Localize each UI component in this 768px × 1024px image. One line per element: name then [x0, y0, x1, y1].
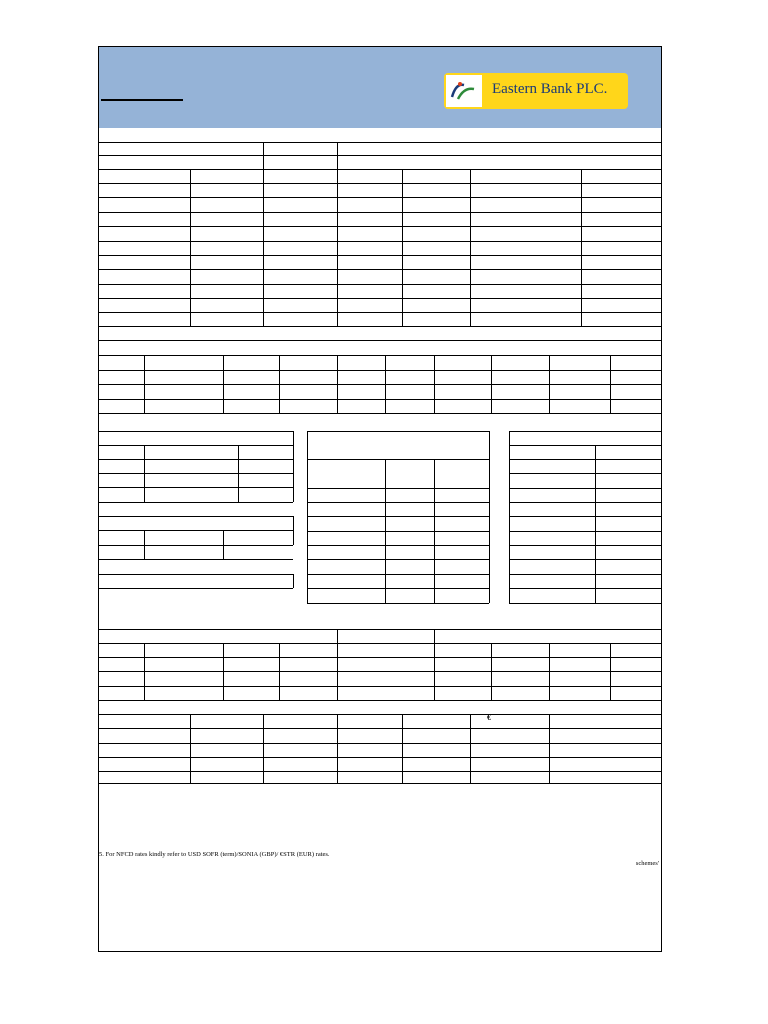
- grid-line: [307, 559, 489, 560]
- grid-line: [99, 399, 661, 400]
- grid-line: [549, 643, 550, 700]
- grid-line: [307, 431, 489, 432]
- grid-line: [99, 355, 661, 356]
- bank-name: Eastern Bank PLC.: [492, 81, 608, 97]
- grid-line: [337, 714, 338, 783]
- grid-line: [307, 603, 489, 604]
- grid-line: [307, 531, 489, 532]
- grid-line: [337, 355, 338, 413]
- grid-line: [337, 629, 338, 700]
- grid-line: [99, 783, 661, 784]
- grid-line: [144, 530, 145, 559]
- grid-line: [99, 574, 293, 575]
- grid-line: [509, 431, 661, 432]
- grid-line: [279, 643, 280, 700]
- grid-line: [99, 312, 661, 313]
- grid-line: [491, 355, 492, 413]
- grid-line: [509, 473, 661, 474]
- grid-line: [99, 269, 661, 270]
- grid-line: [99, 728, 661, 729]
- grid-line: [99, 487, 293, 488]
- grid-line: [263, 169, 264, 326]
- grid-line: [99, 255, 661, 256]
- grid-line: [144, 355, 145, 413]
- grid-line: [99, 743, 661, 744]
- grid-line: [99, 142, 661, 143]
- rate-sheet: [98, 46, 662, 952]
- grid-line: [99, 155, 661, 156]
- grid-line: [99, 686, 661, 687]
- grid-line: [99, 700, 661, 701]
- nfcd-note: 5. For NFCD rates kindly refer to USD SOFR (term)/SONIA (GBP)/ €STR (EUR) rates.: [99, 851, 330, 858]
- grid-line: [99, 771, 661, 772]
- grid-line: [99, 657, 661, 658]
- grid-line: [509, 588, 661, 589]
- grid-line: [144, 643, 145, 700]
- grid-line: [190, 714, 191, 783]
- grid-line: [99, 340, 661, 341]
- grid-line: [99, 714, 661, 715]
- title-underline: [101, 99, 183, 101]
- grid-line: [491, 643, 492, 700]
- grid-line: [99, 629, 661, 630]
- grid-line: [99, 284, 661, 285]
- grid-line: [402, 169, 403, 326]
- grid-line: [99, 671, 661, 672]
- schemes-note: schemes': [635, 860, 659, 867]
- grid-line: [307, 431, 308, 603]
- grid-line: [470, 169, 471, 326]
- grid-line: [99, 370, 661, 371]
- grid-line: [509, 431, 510, 603]
- grid-line: [279, 355, 280, 413]
- grid-line: [99, 530, 293, 531]
- grid-line: [99, 502, 293, 503]
- grid-line: [99, 326, 661, 327]
- grid-line: [99, 197, 661, 198]
- grid-line: [337, 169, 338, 326]
- euro-symbol: €: [487, 713, 491, 722]
- grid-line: [293, 516, 294, 545]
- grid-line: [99, 241, 661, 242]
- grid-line: [144, 445, 145, 502]
- grid-line: [99, 212, 661, 213]
- grid-line: [99, 169, 661, 170]
- grid-line: [99, 298, 661, 299]
- grid-line: [99, 431, 293, 432]
- grid-line: [509, 559, 661, 560]
- grid-line: [99, 559, 293, 560]
- grid-line: [509, 545, 661, 546]
- grid-line: [307, 502, 489, 503]
- grid-line: [190, 169, 191, 326]
- grid-line: [99, 588, 293, 589]
- grid-line: [263, 142, 264, 169]
- grid-line: [307, 516, 489, 517]
- grid-line: [238, 445, 239, 502]
- grid-line: [581, 169, 582, 326]
- grid-line: [509, 603, 661, 604]
- grid-line: [223, 530, 224, 559]
- grid-line: [99, 445, 293, 446]
- grid-line: [223, 643, 224, 700]
- grid-line: [402, 714, 403, 783]
- ebl-emblem-icon: [446, 75, 482, 107]
- grid-line: [307, 545, 489, 546]
- grid-line: [434, 459, 435, 603]
- grid-line: [99, 757, 661, 758]
- grid-line: [293, 431, 294, 502]
- grid-line: [307, 459, 489, 460]
- grid-line: [337, 142, 338, 169]
- grid-line: [99, 473, 293, 474]
- grid-line: [99, 516, 293, 517]
- grid-line: [307, 488, 489, 489]
- grid-line: [99, 384, 661, 385]
- bank-logo: [444, 73, 628, 109]
- header-band: [99, 47, 661, 128]
- grid-line: [509, 516, 661, 517]
- grid-line: [385, 459, 386, 603]
- grid-line: [307, 574, 489, 575]
- grid-line: [509, 459, 661, 460]
- grid-line: [470, 714, 471, 783]
- grid-line: [263, 714, 264, 783]
- grid-line: [99, 413, 661, 414]
- grid-line: [509, 531, 661, 532]
- grid-line: [509, 488, 661, 489]
- grid-line: [595, 445, 596, 603]
- grid-line: [549, 355, 550, 413]
- grid-line: [307, 588, 489, 589]
- grid-line: [489, 431, 490, 603]
- grid-line: [610, 643, 611, 700]
- grid-line: [509, 574, 661, 575]
- grid-line: [509, 445, 661, 446]
- grid-line: [99, 183, 661, 184]
- grid-line: [99, 226, 661, 227]
- grid-line: [610, 355, 611, 413]
- grid-line: [223, 355, 224, 413]
- grid-line: [434, 629, 435, 700]
- grid-line: [99, 459, 293, 460]
- grid-line: [293, 574, 294, 588]
- grid-line: [385, 355, 386, 413]
- grid-line: [549, 714, 550, 783]
- grid-line: [99, 545, 293, 546]
- logo-emblem: [446, 75, 482, 107]
- grid-line: [434, 355, 435, 413]
- grid-line: [509, 502, 661, 503]
- grid-line: [99, 643, 661, 644]
